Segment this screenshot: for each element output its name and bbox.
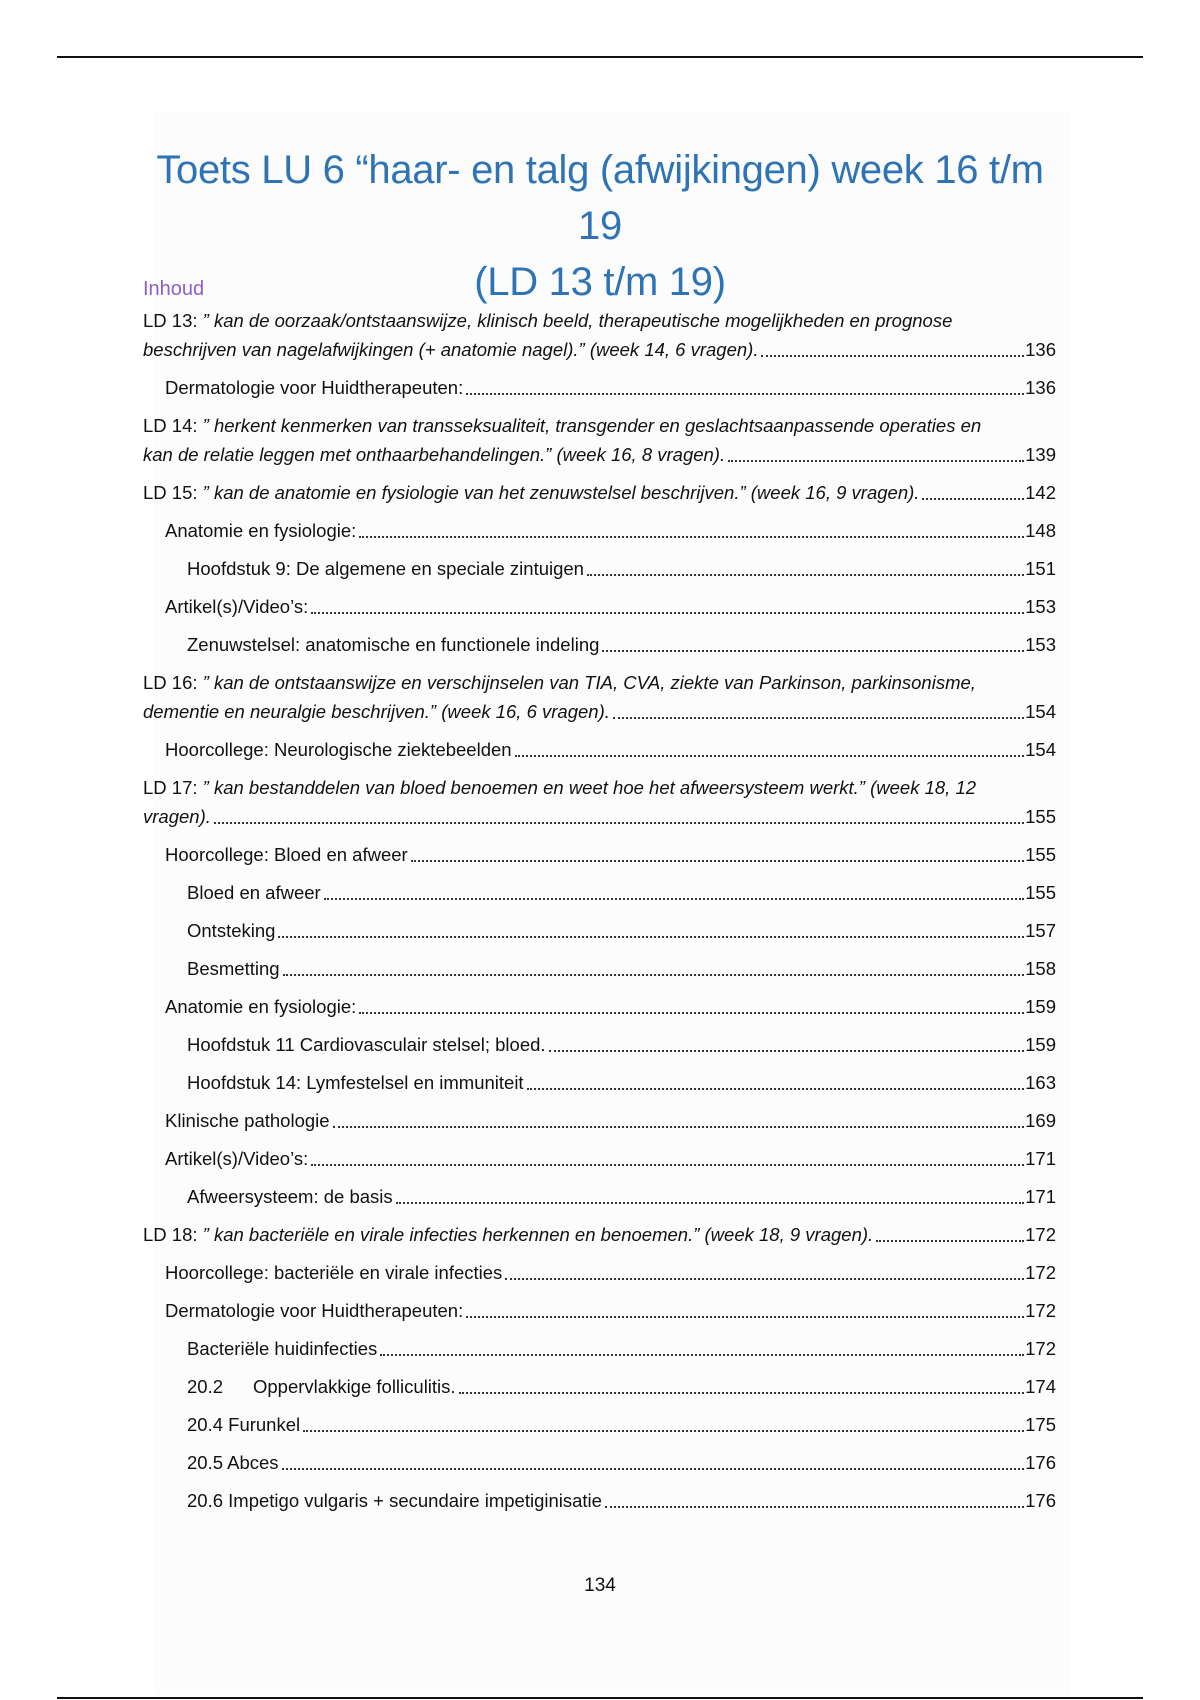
- toc-text: ” kan de oorzaak/ontstaanswijze, klinisch beeld, therapeutische mogelijkheden en prognose: [202, 310, 953, 331]
- toc-page: 159: [1025, 996, 1056, 1017]
- toc-page: 154: [1025, 701, 1056, 722]
- toc-prefix: LD 14:: [143, 415, 198, 436]
- page-number: 134: [584, 1575, 616, 1596]
- toc-text: Dermatologie voor Huidtherapeuten:: [165, 377, 464, 398]
- toc-text: Bacteriële huidinfecties: [187, 1338, 378, 1359]
- toc-entry[interactable]: [143, 840, 1056, 869]
- toc-page: 142: [1025, 482, 1056, 503]
- toc-page: 172: [1025, 1300, 1056, 1321]
- toc-text: Anatomie en fysiologie:: [165, 996, 357, 1017]
- toc-page: 157: [1025, 920, 1056, 941]
- bottom-rule: [57, 1697, 1143, 1699]
- toc-entry[interactable]: [143, 878, 1056, 907]
- toc-entry[interactable]: [143, 1182, 1056, 1211]
- toc-page: 172: [1025, 1338, 1056, 1359]
- toc-entry[interactable]: [143, 1296, 1056, 1325]
- document-title: [130, 142, 1070, 310]
- toc-text: 20.6 Impetigo vulgaris + secundaire impetiginisatie: [187, 1490, 602, 1511]
- toc-text: Dermatologie voor Huidtherapeuten:: [165, 1300, 464, 1321]
- toc-entry[interactable]: [143, 1068, 1056, 1097]
- toc-entry[interactable]: [143, 592, 1056, 621]
- toc-entry[interactable]: [143, 630, 1056, 659]
- toc-text: Ontsteking: [187, 920, 276, 941]
- toc-entry[interactable]: [143, 1030, 1056, 1059]
- toc-entry[interactable]: [143, 1258, 1056, 1287]
- toc-text: Bloed en afweer: [187, 882, 321, 903]
- toc-text: kan de relatie leggen met onthaarbehandelingen.” (week 16, 8 vragen).: [143, 444, 726, 465]
- toc-text: 20.5 Abces: [187, 1452, 279, 1473]
- toc-text: ” kan bacteriële en virale infecties herkennen en benoemen.” (week 18, 9 vragen).: [202, 1224, 874, 1245]
- toc-page: 155: [1025, 882, 1056, 903]
- toc-text: Hoofdstuk 11 Cardiovasculair stelsel; bloed.: [187, 1034, 546, 1055]
- toc-page: 174: [1025, 1376, 1056, 1397]
- toc-text: Oppervlakkige folliculitis.: [253, 1376, 456, 1397]
- toc-page: 176: [1025, 1452, 1056, 1473]
- toc-page: 175: [1025, 1414, 1056, 1435]
- toc-page: 136: [1025, 377, 1056, 398]
- title-line-2: (LD 13 t/m 19): [474, 260, 726, 304]
- toc-entry[interactable]: [143, 1448, 1056, 1477]
- toc-text: ” kan bestanddelen van bloed benoemen en weet hoe het afweersysteem werkt.” (week 18, 12: [202, 777, 977, 798]
- toc-text: 20.4 Furunkel: [187, 1414, 301, 1435]
- toc-entry-ld16[interactable]: [143, 668, 1056, 726]
- toc-page: 148: [1025, 520, 1056, 541]
- toc-page: 171: [1025, 1186, 1056, 1207]
- toc-entry[interactable]: [143, 554, 1056, 583]
- toc-page: 172: [1025, 1224, 1056, 1245]
- toc-page: 171: [1025, 1148, 1056, 1169]
- toc-entry[interactable]: [143, 1486, 1056, 1515]
- top-rule: [57, 56, 1143, 58]
- toc-entry[interactable]: [143, 1144, 1056, 1173]
- toc-page: 136: [1025, 339, 1056, 360]
- toc-heading: Inhoud: [143, 278, 205, 300]
- toc-page: 139: [1025, 444, 1056, 465]
- toc-text: ” kan de ontstaanswijze en verschijnselen van TIA, CVA, ziekte van Parkinson, parkinsonisme,: [202, 672, 976, 693]
- toc-page: 158: [1025, 958, 1056, 979]
- toc-prefix: LD 18:: [143, 1224, 198, 1245]
- toc-prefix: LD 17:: [143, 777, 198, 798]
- toc-text: Afweersysteem: de basis: [187, 1186, 393, 1207]
- toc-text: Hoofdstuk 9: De algemene en speciale zintuigen: [187, 558, 584, 579]
- toc-prefix: LD 13:: [143, 310, 198, 331]
- toc-entry[interactable]: [143, 1410, 1056, 1439]
- toc-page: 155: [1025, 806, 1056, 827]
- toc-entry-ld18[interactable]: [143, 1220, 1056, 1249]
- toc-page: 159: [1025, 1034, 1056, 1055]
- toc-entry-ld15[interactable]: [143, 478, 1056, 507]
- toc-prefix: LD 15:: [143, 482, 198, 503]
- toc-text: ” kan de anatomie en fysiologie van het zenuwstelsel beschrijven.” (week 16, 9 vragen).: [202, 482, 920, 503]
- toc-entry[interactable]: [143, 1106, 1056, 1135]
- toc-text: Hoorcollege: Neurologische ziektebeelden: [165, 739, 512, 760]
- toc-entry[interactable]: [143, 373, 1056, 402]
- toc-page: 151: [1025, 558, 1056, 579]
- toc-text: Hoorcollege: Bloed en afweer: [165, 844, 408, 865]
- toc-text: Klinische pathologie: [165, 1110, 330, 1131]
- toc-entry-ld13[interactable]: [143, 306, 1056, 364]
- toc-page: 155: [1025, 844, 1056, 865]
- toc-entry[interactable]: [143, 516, 1056, 545]
- toc-page: 153: [1025, 634, 1056, 655]
- toc-entry[interactable]: [143, 916, 1056, 945]
- toc-text: dementie en neuralgie beschrijven.” (week 16, 6 vragen).: [143, 701, 610, 722]
- toc-text: Hoorcollege: bacteriële en virale infecties: [165, 1262, 503, 1283]
- toc-text: Hoofdstuk 14: Lymfestelsel en immuniteit: [187, 1072, 524, 1093]
- toc-text: vragen).: [143, 806, 211, 827]
- toc-page: 169: [1025, 1110, 1056, 1131]
- toc-page: 172: [1025, 1262, 1056, 1283]
- toc-text: ” herkent kenmerken van transseksualiteit, transgender en geslachtsaanpassende operaties en: [202, 415, 982, 436]
- table-of-contents: [143, 306, 1056, 1524]
- toc-prefix: LD 16:: [143, 672, 198, 693]
- toc-entry[interactable]: [143, 954, 1056, 983]
- toc-entry[interactable]: [143, 992, 1056, 1021]
- title-line-1: Toets LU 6 “haar- en talg (afwijkingen) week 16 t/m 19: [156, 148, 1044, 248]
- toc-text: Zenuwstelsel: anatomische en functionele indeling: [187, 634, 600, 655]
- toc-page: 153: [1025, 596, 1056, 617]
- toc-text: beschrijven van nagelafwijkingen (+ anatomie nagel).” (week 14, 6 vragen).: [143, 339, 759, 360]
- toc-text: Artikel(s)/Video’s:: [165, 1148, 309, 1169]
- toc-entry-ld14[interactable]: [143, 411, 1056, 469]
- toc-entry[interactable]: [143, 735, 1056, 764]
- toc-page: 176: [1025, 1490, 1056, 1511]
- toc-page: 154: [1025, 739, 1056, 760]
- toc-text: Besmetting: [187, 958, 280, 979]
- toc-page: 163: [1025, 1072, 1056, 1093]
- toc-section-number: 20.2: [187, 1376, 224, 1397]
- toc-entry[interactable]: [143, 1334, 1056, 1363]
- toc-text: Artikel(s)/Video’s:: [165, 596, 309, 617]
- toc-text: Anatomie en fysiologie:: [165, 520, 357, 541]
- toc-entry[interactable]: [143, 1372, 1056, 1401]
- toc-entry-ld17[interactable]: [143, 773, 1056, 831]
